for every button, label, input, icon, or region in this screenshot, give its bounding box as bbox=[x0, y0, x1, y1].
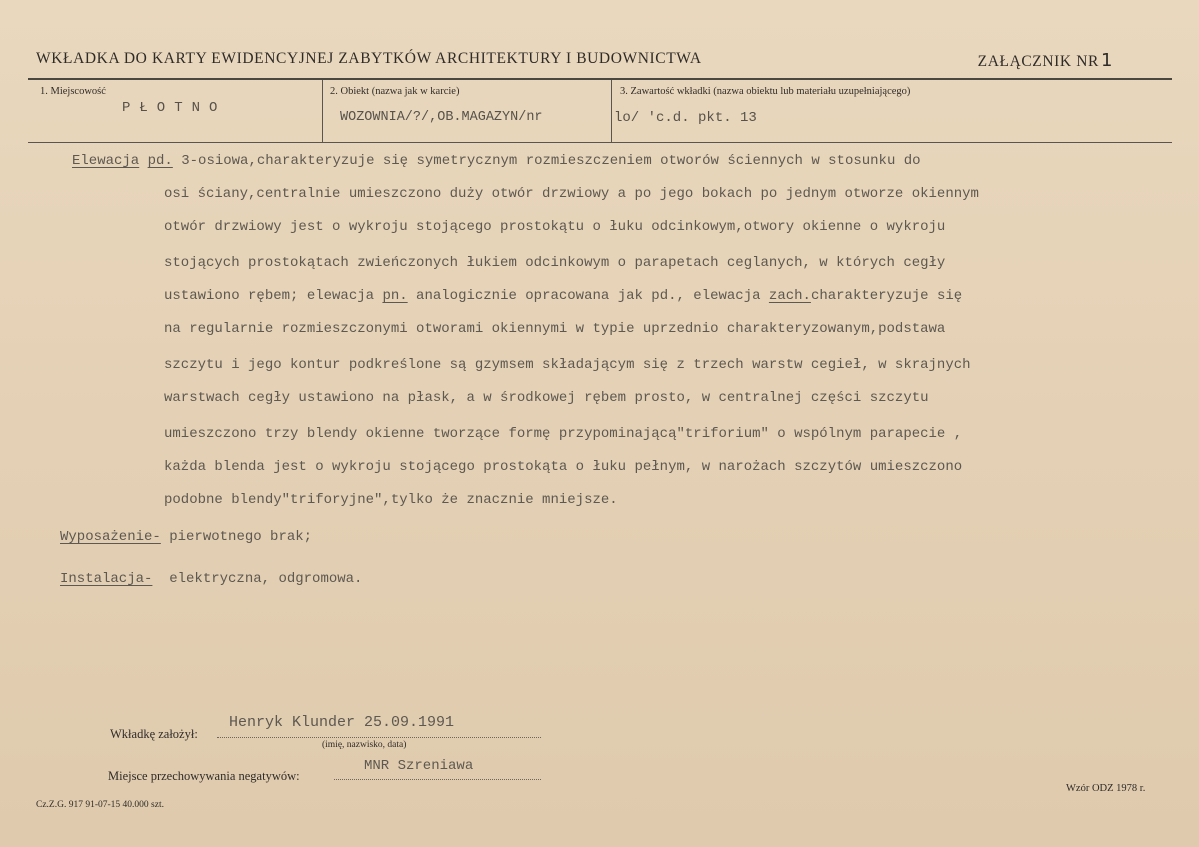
body-line-2: osi ściany,centralnie umieszczono duży otwór drzwiowy a po jego bokach po jednym otworze okiennym bbox=[164, 186, 979, 202]
body-line-6: na regularnie rozmieszczonymi otworami okiennymi w typie uprzednio charakteryzowanym,podstawa bbox=[164, 321, 946, 337]
form-title: WKŁADKA DO KARTY EWIDENCYJNEJ ZABYTKÓW ARCHITEKTURY I BUDOWNICTWA bbox=[36, 50, 702, 67]
equipment-text: pierwotnego brak; bbox=[160, 529, 313, 545]
fields-rule bbox=[28, 142, 1172, 143]
field-divider-2 bbox=[611, 80, 612, 142]
north-direction: pn. bbox=[382, 288, 408, 304]
attachment-label bbox=[978, 50, 1113, 71]
created-by-label: Wkładkę założył: bbox=[110, 727, 198, 741]
body-line-1-text: 3-osiowa,charakteryzuje się symetrycznym rozmieszczeniem otworów ściennych w stosunku do bbox=[172, 153, 921, 169]
body-line-5a: ustawiono rębem; elewacja bbox=[164, 288, 383, 304]
body-line-3: otwór drzwiowy jest o wykroju stojącego prostokątu o łuku odcinkowym,otwory okienne o wykroju bbox=[164, 219, 946, 235]
equipment-line bbox=[60, 529, 312, 545]
body-line-11: podobne blendy"triforyjne",tylko że znacznie mniejsze. bbox=[164, 492, 618, 508]
created-by-dotted-line bbox=[217, 737, 541, 738]
body-line-5c: charakteryzuje się bbox=[810, 288, 963, 304]
storage-value: MNR Szreniawa bbox=[364, 758, 474, 774]
west-direction: zach. bbox=[768, 288, 811, 304]
field-3-label: 3. Zawartość wkładki (nazwa obiektu lub materiału uzupełniającego) bbox=[620, 86, 911, 97]
installation-line bbox=[60, 571, 362, 587]
field-2-value: WOZOWNIA/?/,OB.MAGAZYN/nr bbox=[340, 110, 543, 125]
created-by-value: Henryk Klunder 25.09.1991 bbox=[229, 714, 455, 731]
body-line-10: każda blenda jest o wykroju stojącego prostokąta o łuku pełnym, w narożach szczytów umieszczono bbox=[164, 459, 963, 475]
body-line-7: szczytu i jego kontur podkreślone są gzymsem składającym się z trzech warstw cegieł, w skrajnych bbox=[164, 357, 971, 373]
installation-heading: Instalacja- bbox=[60, 571, 153, 587]
body-line-5b: analogicznie opracowana jak pd., elewacja bbox=[407, 288, 769, 304]
created-by-hint: (imię, nazwisko, data) bbox=[322, 740, 407, 750]
field-3-value: lo/ 'c.d. pkt. 13 bbox=[614, 110, 757, 126]
field-2-label: 2. Obiekt (nazwa jak w karcie) bbox=[330, 86, 460, 97]
field-1-value: PŁOTNO bbox=[122, 100, 227, 116]
field-divider-1 bbox=[322, 80, 323, 142]
storage-dotted-line bbox=[334, 779, 541, 780]
body-line-4: stojących prostokątach zwieńczonych łukiem odcinkowym o parapetach ceglanych, w których cegły bbox=[164, 255, 946, 271]
attachment-label-text: ZAŁĄCZNIK NR bbox=[977, 53, 1099, 70]
elevation-direction: pd. bbox=[147, 153, 173, 169]
body-line-9: umieszczono trzy blendy okienne tworzące formę przypominającą"triforium" o wspólnym parapecie , bbox=[164, 426, 963, 442]
form-model: Wzór ODZ 1978 r. bbox=[1066, 783, 1146, 794]
storage-label: Miejsce przechowywania negatywów: bbox=[108, 769, 300, 783]
body-line-5 bbox=[164, 288, 962, 304]
header-rule bbox=[28, 78, 1172, 80]
installation-text: elektryczna, odgromowa. bbox=[152, 571, 363, 587]
body-line-8: warstwach cegły ustawiono na płask, a w środkowej rębem prosto, w centralnej części szczytu bbox=[164, 390, 929, 406]
field-1-label: 1. Miejscowość bbox=[40, 86, 106, 97]
attachment-number: 1 bbox=[1100, 50, 1113, 71]
equipment-heading: Wyposażenie- bbox=[60, 529, 161, 545]
print-info: Cz.Z.G. 917 91-07-15 40.000 szt. bbox=[36, 800, 164, 810]
elevation-heading: Elewacja bbox=[72, 153, 140, 169]
body-line-1 bbox=[72, 153, 921, 169]
